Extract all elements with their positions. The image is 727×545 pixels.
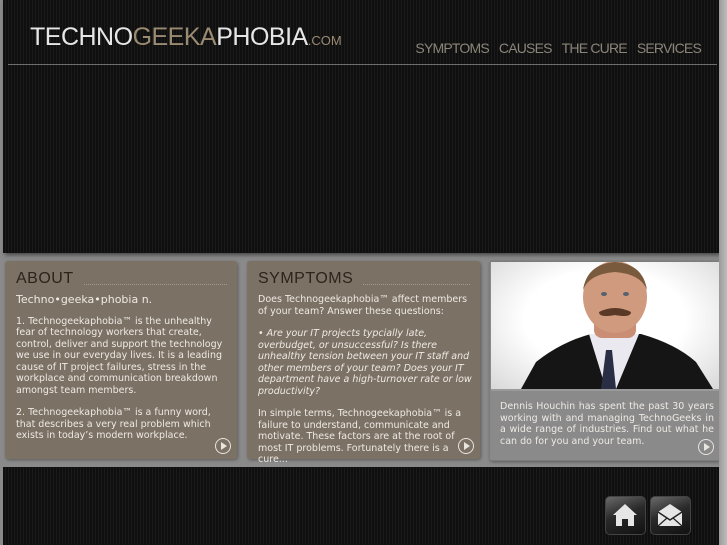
nav-services[interactable]: SERVICES: [636, 40, 701, 56]
symptoms-more-arrow-icon[interactable]: [458, 438, 474, 454]
site-logo[interactable]: [30, 22, 342, 52]
bio-text: Dennis Houchin has spent the past 30 years working with and managing TechnoGeeks in a wide range of industries. Find out what he can do for you and your team.: [500, 401, 714, 447]
bio-body: [500, 401, 714, 458]
symptoms-questions: • Are your IT projects typcially late, overbudget, or unsuccessful? Is there unhealthy tension between your IT staff and other members of your team? Does your IT department have a high-turnover rate or low productivity?: [258, 328, 472, 397]
nav-symptoms[interactable]: SYMPTOMS: [415, 40, 489, 56]
dotted-divider: [84, 283, 227, 285]
portrait-illustration: [491, 262, 719, 389]
dotted-divider: [363, 283, 470, 285]
logo-text-geeka: GEEKA: [132, 23, 217, 51]
about-title: ABOUT: [16, 270, 74, 287]
about-panel: [5, 261, 237, 459]
about-paragraph-1: 1. Technogeekaphobia™ is the unhealthy fear of technology workers that create, control, deliver and support the technology we use in our everyday lives. It is a leading cause of IT project failures, stress in the workplace and communication breakdown amongst team members.: [16, 315, 223, 396]
logo-text-com: .COM: [307, 33, 342, 48]
about-body: [16, 294, 229, 453]
nav-causes[interactable]: CAUSES: [498, 40, 552, 56]
page-edge: [719, 0, 727, 545]
symptoms-body: [258, 294, 472, 477]
footer-bar: [3, 467, 719, 545]
about-definition-term: Techno•geeka•phobia n.: [16, 293, 153, 306]
contact-mail-button[interactable]: [650, 496, 691, 535]
mail-icon: [656, 502, 684, 528]
about-more-arrow-icon[interactable]: [215, 438, 231, 454]
symptoms-heading: [258, 269, 470, 287]
about-heading: [16, 269, 227, 287]
symptoms-panel: [247, 261, 480, 465]
header-banner: [3, 0, 719, 253]
bio-panel: [489, 261, 721, 461]
home-icon: [611, 502, 639, 528]
symptoms-summary: In simple terms, Technogeekaphobia™ is a failure to understand, communicate and motivate. These factors are at the root of most IT problems. Fortunately there is a cure...: [258, 408, 462, 465]
about-paragraph-2: 2. Technogeekaphobia™ is a funny word, that describes a very real problem which exists in today’s modern workplace.: [16, 407, 211, 441]
portrait-photo: [491, 262, 719, 391]
main-nav: [415, 40, 701, 56]
header-divider: [8, 64, 717, 65]
logo-text-phobia: PHOBIA: [216, 23, 308, 51]
symptoms-title: SYMPTOMS: [258, 270, 354, 287]
home-button[interactable]: [605, 496, 646, 535]
nav-the-cure[interactable]: THE CURE: [561, 40, 627, 56]
symptoms-intro: Does Technogeekaphobia™ affect members of your team? Answer these questions:: [258, 294, 468, 317]
bio-more-arrow-icon[interactable]: [698, 439, 714, 455]
logo-text-techno: TECHNO: [30, 23, 133, 51]
